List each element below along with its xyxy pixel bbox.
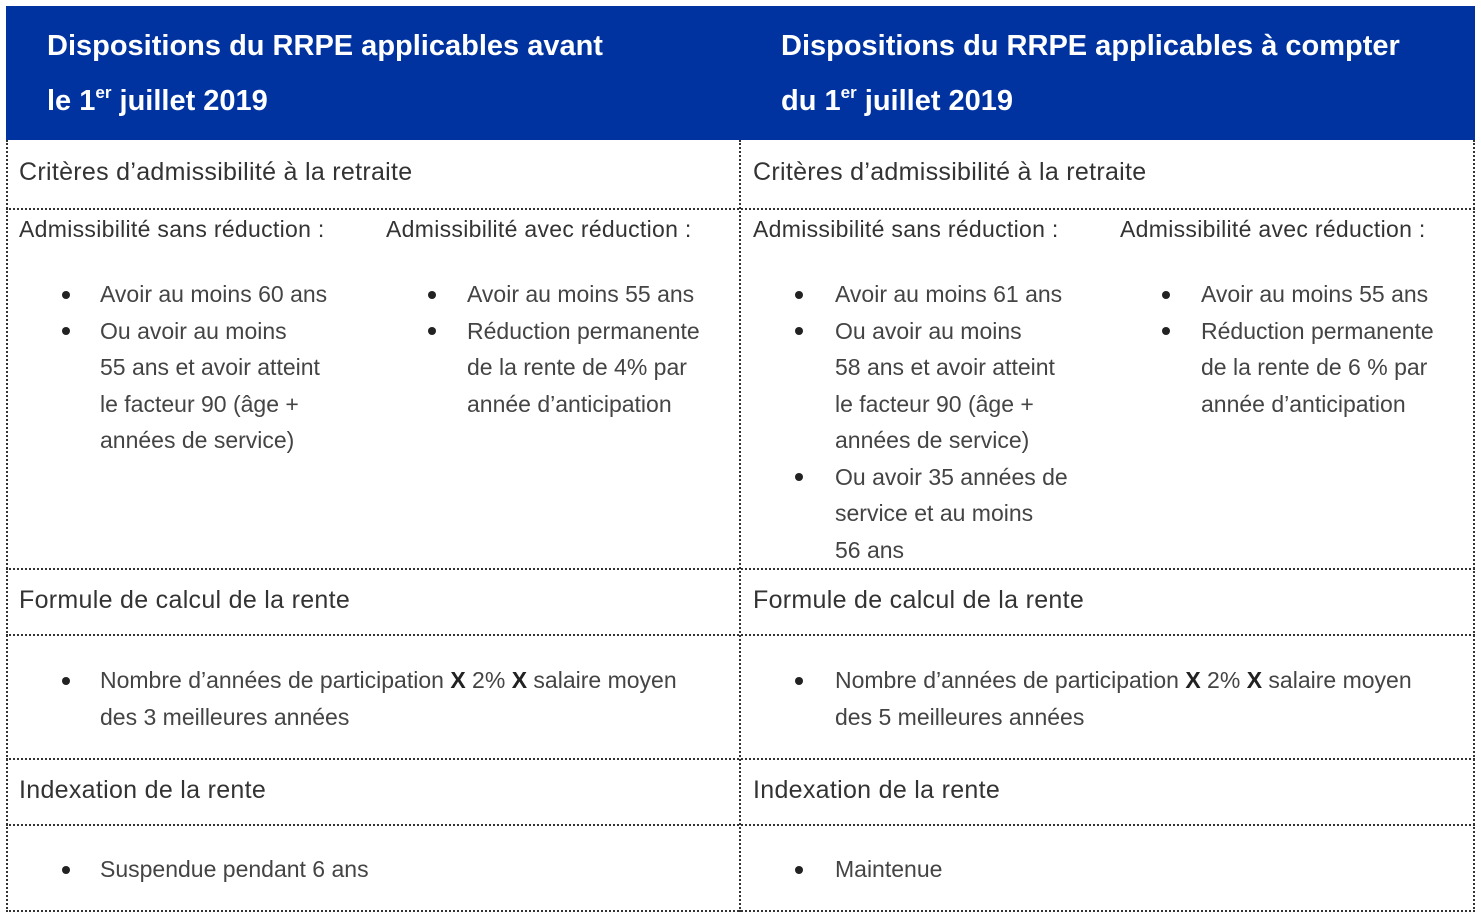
list-item: Ou avoir au moins bbox=[835, 317, 1022, 344]
list-item: années de service) bbox=[835, 427, 1030, 453]
bullet bbox=[1162, 327, 1170, 335]
left-formula-title: Formule de calcul de la rente bbox=[19, 586, 351, 614]
right-indexation-title: Indexation de la rente bbox=[753, 776, 1001, 804]
header-right-line1: Dispositions du RRPE applicables à compter bbox=[781, 30, 1400, 62]
header-right-line2: du 1er juillet 2019 bbox=[781, 83, 1014, 117]
list-item: Réduction permanente bbox=[1201, 317, 1434, 344]
bullet bbox=[795, 473, 803, 481]
header-before-2019 bbox=[6, 6, 740, 140]
border-middle bbox=[739, 140, 741, 912]
header-from-2019 bbox=[740, 6, 1475, 140]
divider bbox=[6, 634, 1475, 636]
list-item: le facteur 90 (âge + bbox=[100, 390, 299, 417]
list-item: année d’anticipation bbox=[467, 390, 672, 417]
left-with-reduction-label: Admissibilité avec réduction : bbox=[386, 216, 692, 242]
left-with-reduction-list bbox=[467, 276, 700, 422]
list-item: Ou avoir 35 années de bbox=[835, 463, 1068, 490]
bullet bbox=[1162, 291, 1170, 299]
left-no-reduction-list bbox=[100, 276, 327, 459]
list-item: Avoir au moins 55 ans bbox=[1201, 281, 1429, 307]
right-with-reduction-label: Admissibilité avec réduction : bbox=[1120, 216, 1426, 242]
border-right bbox=[1473, 140, 1475, 912]
list-item: Avoir au moins 55 ans bbox=[467, 281, 695, 307]
right-formula-text: Nombre d’années de participation X 2% X salaire moyen des 5 meilleures années bbox=[835, 667, 1412, 730]
bullet bbox=[62, 866, 70, 874]
left-formula-text: Nombre d’années de participation X 2% X salaire moyen des 3 meilleures années bbox=[100, 667, 677, 730]
list-item: 55 ans et avoir atteint bbox=[100, 354, 320, 380]
bullet bbox=[795, 866, 803, 874]
bullet bbox=[428, 291, 436, 299]
bullet bbox=[795, 291, 803, 299]
bullet bbox=[62, 327, 70, 335]
bullet bbox=[795, 677, 803, 685]
list-item: service et au moins bbox=[835, 500, 1034, 526]
list-item: le facteur 90 (âge + bbox=[835, 390, 1034, 417]
list-item: année d’anticipation bbox=[1201, 390, 1406, 417]
bullet bbox=[428, 327, 436, 335]
left-indexation-title: Indexation de la rente bbox=[19, 776, 267, 804]
right-with-reduction-list bbox=[1201, 276, 1434, 422]
divider bbox=[6, 758, 1475, 760]
left-eligibility-title: Critères d’admissibilité à la retraite bbox=[19, 158, 413, 186]
right-formula-title: Formule de calcul de la rente bbox=[753, 586, 1085, 614]
list-item: de la rente de 4% par bbox=[467, 354, 687, 380]
divider bbox=[6, 208, 1475, 210]
right-eligibility-title: Critères d’admissibilité à la retraite bbox=[753, 158, 1147, 186]
list-item: Réduction permanente bbox=[467, 317, 700, 344]
list-item: 58 ans et avoir atteint bbox=[835, 354, 1055, 380]
divider bbox=[6, 568, 1475, 570]
left-indexation-item: Suspendue pendant 6 ans bbox=[100, 856, 369, 882]
right-indexation-item: Maintenue bbox=[835, 856, 943, 882]
list-item: 56 ans bbox=[835, 536, 905, 563]
header-left-line1: Dispositions du RRPE applicables avant bbox=[47, 30, 603, 62]
list-item: Ou avoir au moins bbox=[100, 317, 287, 344]
list-item: de la rente de 6 % par bbox=[1201, 354, 1428, 380]
bullet bbox=[795, 327, 803, 335]
list-item: Avoir au moins 61 ans bbox=[835, 281, 1063, 307]
divider bbox=[6, 910, 1475, 912]
list-item: années de service) bbox=[100, 427, 295, 453]
list-item: Avoir au moins 60 ans bbox=[100, 281, 328, 307]
divider bbox=[6, 824, 1475, 826]
bullet bbox=[62, 677, 70, 685]
right-no-reduction-label: Admissibilité sans réduction : bbox=[753, 216, 1059, 242]
border-left bbox=[6, 140, 8, 912]
left-no-reduction-label: Admissibilité sans réduction : bbox=[19, 216, 325, 242]
bullet bbox=[62, 291, 70, 299]
header-left-line2: le 1er juillet 2019 bbox=[47, 83, 268, 117]
right-no-reduction-list bbox=[835, 276, 1068, 568]
